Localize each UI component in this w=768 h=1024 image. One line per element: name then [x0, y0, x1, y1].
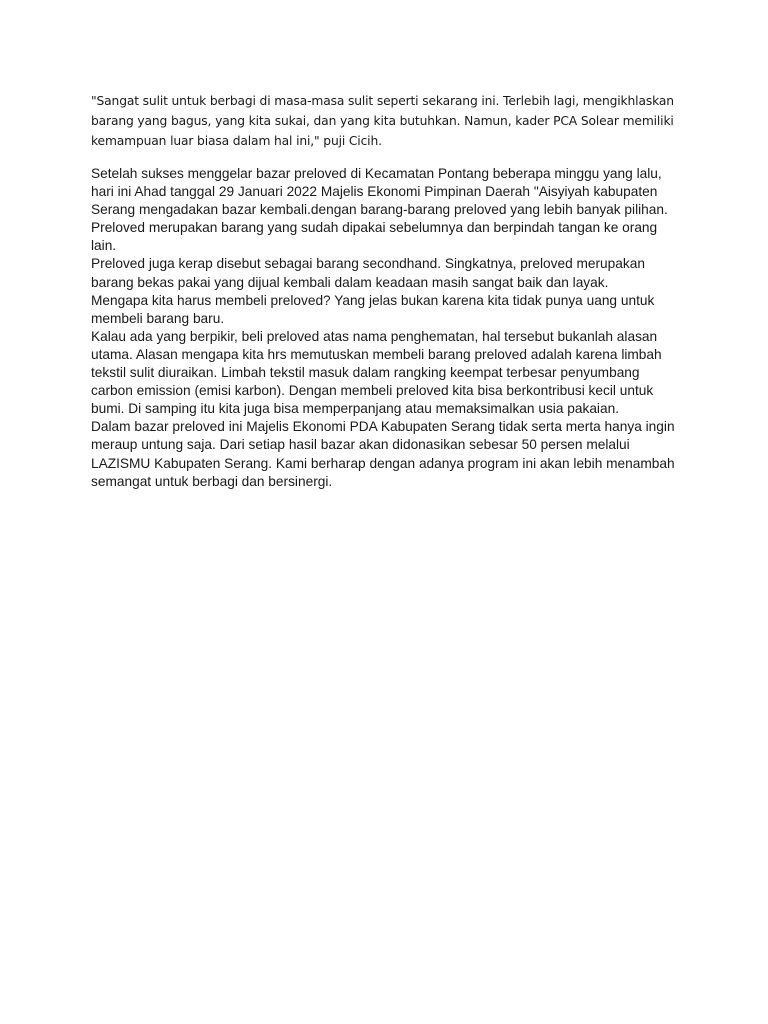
- body-paragraph-2: Preloved merupakan barang yang sudah dipakai sebelumnya dan berpindah tangan ke orang lain.: [91, 220, 658, 254]
- body-paragraph-6: Dalam bazar preloved ini Majelis Ekonomi PDA Kabupaten Serang tidak serta merta hanya ingin meraup untung saja. Dari setiap hasil bazar akan didonasikan sebesar 50 persen melalui LAZISMU Kabupaten Serang. Kami berharap dengan adanya program ini akan lebih menambah semangat untuk berbagi dan bersinergi.: [91, 419, 675, 489]
- body-paragraph-5: Kalau ada yang berpikir, beli preloved atas nama penghematan, hal tersebut bukanlah alasan utama. Alasan mengapa kita hrs memutuskan membeli barang preloved adalah karena limbah tekstil sulit diuraikan. Limbah tekstil masuk dalam rangking keempat terbesar penyumbang carbon emission (emisi karbon). Dengan membeli preloved kita bisa berkontribusi kecil untuk bumi. Di samping itu kita juga bisa memperpanjang atau memaksimalkan usia pakaian.: [91, 328, 662, 417]
- body-paragraph-3: Preloved juga kerap disebut sebagai barang secondhand. Singkatnya, preloved merupakan barang bekas pakai yang dijual kembali dalam keadaan masih sangat baik dan layak.: [91, 256, 645, 290]
- document-body: [91, 91, 681, 491]
- body-paragraph-4: Mengapa kita harus membeli preloved? Yang jelas bukan karena kita tidak punya uang untuk membeli barang baru.: [91, 292, 655, 326]
- body-paragraph-1: Setelah sukses menggelar bazar preloved di Kecamatan Pontang beberapa minggu yang lalu, hari ini Ahad tanggal 29 Januari 2022 Majelis Ekonomi Pimpinan Daerah "Aisyiyah kabupaten Serang mengadakan bazar kembali.dengan barang-barang preloved yang lebih banyak pilihan.: [91, 166, 668, 218]
- quote-paragraph: "Sangat sulit untuk berbagi di masa-masa sulit seperti sekarang ini. Terlebih lagi, mengikhlaskan barang yang bagus, yang kita sukai, dan yang kita butuhkan. Namun, kader PCA Solear memiliki kemampuan luar biasa dalam hal ini," puji Cicih.: [91, 94, 674, 148]
